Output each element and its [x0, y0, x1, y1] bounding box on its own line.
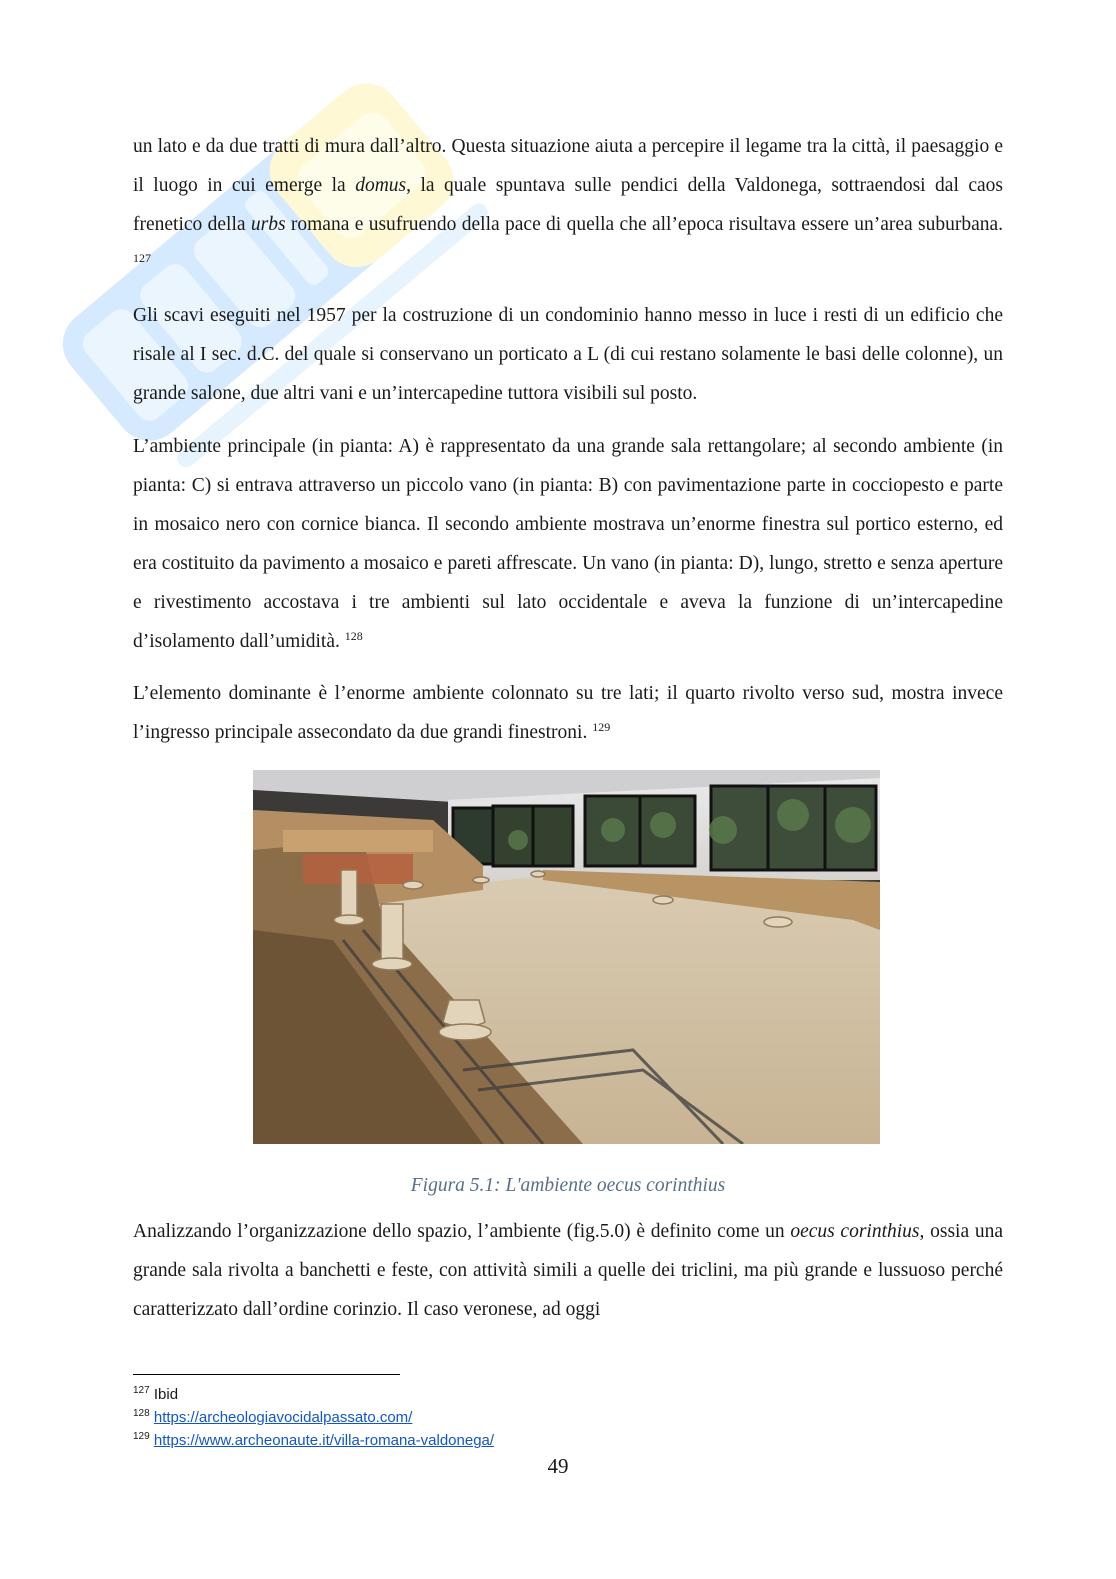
- paragraph-5-part-b: , ossia una grande sala rivolta a banchetti e feste, con attività simili a quelle dei triclini, ma più grande e lussuoso perché caratterizzato dall’ordine corinzio. Il caso veronese, ad oggi: [133, 1221, 1004, 1320]
- footnote-link-archeologiavocidalpassato[interactable]: https://archeologiavocidalpassato.com/: [153, 1409, 413, 1426]
- paragraph-5: [133, 1212, 1003, 1329]
- term-domus: domus: [355, 175, 407, 196]
- term-urbs: urbs: [250, 214, 286, 235]
- paragraph-2: [133, 296, 1003, 413]
- term-oecus-corinthius: oecus corinthius: [790, 1221, 920, 1242]
- footnote-127: [133, 1383, 494, 1406]
- footnote-number: 127: [133, 1385, 150, 1396]
- paragraph-4-text: L’elemento dominante è l’enorme ambiente colonnato su tre lati; il quarto rivolto verso sud, mostra invece l’ingresso principale assecondato da due grandi finestroni.: [133, 683, 1003, 743]
- page-number: 49: [547, 1454, 569, 1478]
- paragraph-1-part-a: un lato e da due tratti di mura dall’altro. Questa situazione aiuta a percepire il legame tra la città, il paesaggio e il luogo in cui emerge la: [133, 136, 1003, 196]
- footnote-text: Ibid: [153, 1386, 179, 1403]
- paragraph-4: [133, 674, 1003, 752]
- footnote-129: [133, 1429, 494, 1452]
- footnote-separator: [133, 1374, 400, 1375]
- footnotes: [133, 1383, 494, 1452]
- footnote-128: [133, 1406, 494, 1429]
- paragraph-3: [133, 427, 1003, 661]
- figure-caption: Figura 5.1: L'ambiente oecus corinthius: [410, 1175, 726, 1196]
- footnote-ref-129[interactable]: 129: [592, 720, 611, 734]
- paragraph-1-part-c: romana e usufruendo della pace di quella che all’epoca risultava essere un’area suburbana.: [285, 214, 1004, 235]
- paragraph-2-text: Gli scavi eseguiti nel 1957 per la costruzione di un condominio hanno messo in luce i resti di un edificio che risale al I sec. d.C. del quale si conservano un porticato a L (di cui restano solamente le basi delle colonne), un grande salone, due altri vani e un’intercapedine tuttora visibili sul posto.: [133, 305, 1003, 404]
- paragraph-5-part-a: Analizzando l’organizzazione dello spazio, l’ambiente (fig.5.0) è definito come un: [133, 1221, 791, 1242]
- paragraph-3-text: L’ambiente principale (in pianta: A) è rappresentato da una grande sala rettangolare; al secondo ambiente (in pianta: C) si entrava attraverso un piccolo vano (in pianta: B) con pavimentazione parte in cocciopesto e parte in mosaico nero con cornice bianca. Il secondo ambiente mostrava un’enorme finestra sul portico esterno, ed era costituito da pavimento a mosaico e pareti affrescate. Un vano (in pianta: D), lungo, stretto e senza aperture e rivestimento accostava i tre ambienti sul lato occidentale e aveva la funzione di un’intercapedine d’isolamento dall’umidità.: [133, 436, 1003, 652]
- footnote-number: 129: [133, 1431, 150, 1442]
- figure-photo-oecus: [253, 770, 880, 1144]
- paragraph-1: [133, 127, 1003, 283]
- footnote-ref-127[interactable]: 127: [133, 251, 151, 265]
- paragraph-1-part-b: , la quale spuntava sulle pendici della Valdonega, sottraendosi dal caos frenetico della: [133, 175, 1003, 235]
- footnote-number: 128: [133, 1408, 150, 1419]
- footnote-link-archeonaute[interactable]: https://www.archeonaute.it/villa-romana-valdonega/: [153, 1432, 495, 1449]
- footnote-ref-128[interactable]: 128: [344, 629, 363, 643]
